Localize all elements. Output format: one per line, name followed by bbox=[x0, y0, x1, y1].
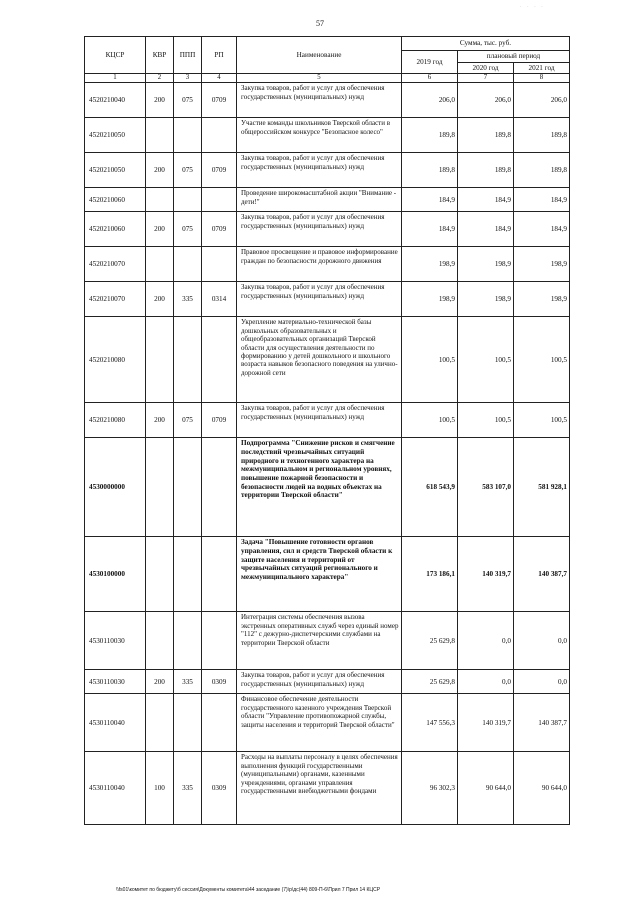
header-kcsr: КЦСР bbox=[85, 37, 146, 74]
cell-rp: 0309 bbox=[202, 670, 237, 694]
cell-name: Правовое просвещение и правовое информирование граждан по безопасности дорожного движения bbox=[237, 247, 402, 282]
cell-2019: 189,8 bbox=[402, 118, 458, 153]
cell-name: Закупка товаров, работ и услуг для обеспечения государственных (муниципальных) нужд bbox=[237, 282, 402, 317]
cell-2021: 0,0 bbox=[514, 612, 570, 670]
table-row bbox=[85, 670, 570, 694]
cell-ppp: 335 bbox=[174, 282, 202, 317]
cell-2020: 0,0 bbox=[458, 670, 514, 694]
cell-kcsr: 4520210040 bbox=[85, 83, 146, 118]
table-row bbox=[85, 153, 570, 188]
cell-2020: 0,0 bbox=[458, 612, 514, 670]
cell-name: Закупка товаров, работ и услуг для обеспечения государственных (муниципальных) нужд bbox=[237, 212, 402, 247]
cell-kvr bbox=[146, 537, 174, 612]
cell-2021: 198,9 bbox=[514, 247, 570, 282]
column-number: 8 bbox=[514, 74, 570, 83]
cell-2021: 189,8 bbox=[514, 118, 570, 153]
table-row bbox=[85, 282, 570, 317]
cell-2020: 90 644,0 bbox=[458, 752, 514, 825]
cell-name: Участие команды школьников Тверской области в общероссийском конкурсе "Безопасное колесо" bbox=[237, 118, 402, 153]
cell-kvr: 100 bbox=[146, 752, 174, 825]
cell-2019: 25 629,8 bbox=[402, 670, 458, 694]
cell-2019: 25 629,8 bbox=[402, 612, 458, 670]
cell-2019: 100,5 bbox=[402, 403, 458, 438]
column-number: 4 bbox=[202, 74, 237, 83]
cell-ppp: 075 bbox=[174, 83, 202, 118]
header-year-2019: 2019 год bbox=[402, 51, 458, 74]
column-number: 2 bbox=[146, 74, 174, 83]
cell-name: Проведение широкомасштабной акции "Внимание - дети!" bbox=[237, 188, 402, 212]
cell-name: Укрепление материально-технической базы дошкольных образовательных и общеобразовательных организаций Тверской области для осуществления деятельности по формированию у детей дошкольного и школьного возраста навыков безопасного поведения на улично-дорожной сети bbox=[237, 317, 402, 403]
cell-kvr bbox=[146, 694, 174, 752]
page-number: 57 bbox=[316, 19, 324, 28]
cell-name: Расходы на выплаты персоналу в целях обеспечения выполнения функций государственными (муниципальными) органами, казенными учреждениями, органами управления государственными внебюджетными фондами bbox=[237, 752, 402, 825]
table-row bbox=[85, 83, 570, 118]
cell-2020: 189,8 bbox=[458, 118, 514, 153]
table-row bbox=[85, 694, 570, 752]
header-ppp: ППП bbox=[174, 37, 202, 74]
cell-name: Закупка товаров, работ и услуг для обеспечения государственных (муниципальных) нужд bbox=[237, 670, 402, 694]
cell-2019: 96 302,3 bbox=[402, 752, 458, 825]
cell-kcsr: 4520210060 bbox=[85, 212, 146, 247]
cell-2021: 184,9 bbox=[514, 188, 570, 212]
cell-kvr: 200 bbox=[146, 83, 174, 118]
table-row bbox=[85, 612, 570, 670]
corner-mark: · · · · bbox=[520, 4, 545, 10]
cell-rp bbox=[202, 438, 237, 537]
cell-kcsr: 4530110040 bbox=[85, 694, 146, 752]
cell-rp bbox=[202, 317, 237, 403]
cell-kvr bbox=[146, 317, 174, 403]
table-row bbox=[85, 188, 570, 212]
cell-2020: 583 107,0 bbox=[458, 438, 514, 537]
cell-2021: 184,9 bbox=[514, 212, 570, 247]
cell-kvr: 200 bbox=[146, 153, 174, 188]
budget-table bbox=[84, 36, 570, 825]
table-row bbox=[85, 247, 570, 282]
cell-ppp bbox=[174, 317, 202, 403]
cell-2021: 198,9 bbox=[514, 282, 570, 317]
cell-ppp: 075 bbox=[174, 212, 202, 247]
cell-name: Задача "Повышение готовности органов управления, сил и средств Тверской области к защите населения и территорий от чрезвычайных ситуаций регионального и межмуниципального характера" bbox=[237, 537, 402, 612]
cell-kcsr: 4530100000 bbox=[85, 537, 146, 612]
cell-ppp bbox=[174, 247, 202, 282]
cell-kcsr: 4520210060 bbox=[85, 188, 146, 212]
cell-rp bbox=[202, 537, 237, 612]
cell-2021: 100,5 bbox=[514, 403, 570, 438]
cell-2019: 184,9 bbox=[402, 212, 458, 247]
cell-2019: 618 543,9 bbox=[402, 438, 458, 537]
cell-kcsr: 4520210070 bbox=[85, 247, 146, 282]
cell-2020: 189,8 bbox=[458, 153, 514, 188]
cell-2019: 184,9 bbox=[402, 188, 458, 212]
header-sum: Сумма, тыс. руб. bbox=[402, 37, 570, 51]
cell-ppp bbox=[174, 537, 202, 612]
cell-kvr: 200 bbox=[146, 212, 174, 247]
header-planned-period: плановый период bbox=[458, 51, 570, 63]
cell-kvr bbox=[146, 247, 174, 282]
cell-2021: 189,8 bbox=[514, 153, 570, 188]
column-number: 1 bbox=[85, 74, 146, 83]
header-name: Наименование bbox=[237, 37, 402, 74]
cell-2020: 140 319,7 bbox=[458, 694, 514, 752]
cell-kvr bbox=[146, 612, 174, 670]
cell-ppp bbox=[174, 188, 202, 212]
cell-ppp: 335 bbox=[174, 752, 202, 825]
cell-name: Закупка товаров, работ и услуг для обеспечения государственных (муниципальных) нужд bbox=[237, 403, 402, 438]
header-rp: РП bbox=[202, 37, 237, 74]
cell-kcsr: 4530000000 bbox=[85, 438, 146, 537]
cell-2019: 198,9 bbox=[402, 282, 458, 317]
cell-name: Закупка товаров, работ и услуг для обеспечения государственных (муниципальных) нужд bbox=[237, 83, 402, 118]
cell-2020: 100,5 bbox=[458, 317, 514, 403]
cell-rp: 0314 bbox=[202, 282, 237, 317]
cell-kcsr: 4520210050 bbox=[85, 153, 146, 188]
cell-2021: 140 387,7 bbox=[514, 694, 570, 752]
header-year-2020: 2020 год bbox=[458, 62, 514, 74]
cell-ppp bbox=[174, 118, 202, 153]
cell-rp: 0709 bbox=[202, 212, 237, 247]
table-row bbox=[85, 317, 570, 403]
cell-rp bbox=[202, 612, 237, 670]
cell-rp: 0709 bbox=[202, 83, 237, 118]
cell-kvr: 200 bbox=[146, 670, 174, 694]
cell-ppp: 335 bbox=[174, 670, 202, 694]
cell-2019: 100,5 bbox=[402, 317, 458, 403]
cell-rp bbox=[202, 694, 237, 752]
table-row bbox=[85, 537, 570, 612]
table-row bbox=[85, 752, 570, 825]
cell-name: Интеграция системы обеспечения вызова экстренных оперативных служб через единый номер "112" с дежурно-диспетчерскими службами на территории Тверской области bbox=[237, 612, 402, 670]
cell-rp bbox=[202, 118, 237, 153]
cell-2021: 100,5 bbox=[514, 317, 570, 403]
cell-2021: 140 387,7 bbox=[514, 537, 570, 612]
cell-2019: 206,0 bbox=[402, 83, 458, 118]
table-row bbox=[85, 118, 570, 153]
cell-kcsr: 4520210080 bbox=[85, 317, 146, 403]
cell-2020: 198,9 bbox=[458, 282, 514, 317]
column-number: 5 bbox=[237, 74, 402, 83]
cell-rp: 0709 bbox=[202, 153, 237, 188]
cell-ppp bbox=[174, 438, 202, 537]
cell-2021: 206,0 bbox=[514, 83, 570, 118]
cell-name: Закупка товаров, работ и услуг для обеспечения государственных (муниципальных) нужд bbox=[237, 153, 402, 188]
table-row bbox=[85, 438, 570, 537]
cell-2020: 184,9 bbox=[458, 212, 514, 247]
cell-2020: 206,0 bbox=[458, 83, 514, 118]
cell-kvr bbox=[146, 438, 174, 537]
cell-ppp: 075 bbox=[174, 403, 202, 438]
cell-rp bbox=[202, 247, 237, 282]
table-row bbox=[85, 403, 570, 438]
cell-2020: 140 319,7 bbox=[458, 537, 514, 612]
cell-kcsr: 4520210070 bbox=[85, 282, 146, 317]
cell-ppp bbox=[174, 612, 202, 670]
cell-2021: 581 928,1 bbox=[514, 438, 570, 537]
cell-2019: 189,8 bbox=[402, 153, 458, 188]
cell-rp bbox=[202, 188, 237, 212]
cell-name: Финансовое обеспечение деятельности государственного казенного учреждения Тверской области "Управление противопожарной службы, защиты населения и территорий Тверской области" bbox=[237, 694, 402, 752]
cell-name: Подпрограмма "Снижение рисков и смягчение последствий чрезвычайных ситуаций природного и техногенного характера на межмуниципальном и региональном уровнях, повышение пожарной безопасности и безопасности людей на водных объектах на территории Тверской области" bbox=[237, 438, 402, 537]
cell-2021: 90 644,0 bbox=[514, 752, 570, 825]
cell-kcsr: 4520210050 bbox=[85, 118, 146, 153]
table-row bbox=[85, 212, 570, 247]
cell-kcsr: 4530110040 bbox=[85, 752, 146, 825]
cell-rp: 0709 bbox=[202, 403, 237, 438]
cell-2021: 0,0 bbox=[514, 670, 570, 694]
cell-ppp: 075 bbox=[174, 153, 202, 188]
cell-kcsr: 4530110030 bbox=[85, 612, 146, 670]
cell-ppp bbox=[174, 694, 202, 752]
header-kvr: КВР bbox=[146, 37, 174, 74]
cell-2020: 184,9 bbox=[458, 188, 514, 212]
cell-kvr bbox=[146, 118, 174, 153]
column-number: 6 bbox=[402, 74, 458, 83]
cell-2019: 147 556,3 bbox=[402, 694, 458, 752]
column-number: 7 bbox=[458, 74, 514, 83]
cell-2019: 173 186,1 bbox=[402, 537, 458, 612]
cell-kvr: 200 bbox=[146, 403, 174, 438]
header-year-2021: 2021 год bbox=[514, 62, 570, 74]
cell-kvr: 200 bbox=[146, 282, 174, 317]
cell-kcsr: 4520210080 bbox=[85, 403, 146, 438]
cell-kvr bbox=[146, 188, 174, 212]
cell-2020: 198,9 bbox=[458, 247, 514, 282]
cell-2020: 100,5 bbox=[458, 403, 514, 438]
cell-kcsr: 4530110030 bbox=[85, 670, 146, 694]
footer-path: \\fs01\комитет по бюджету\б сессия\Документы комитета\44 заседание (7)\р\дс(44) 809-П-6\Прил 7 Прил 14 КЦСР bbox=[116, 887, 381, 893]
cell-2019: 198,9 bbox=[402, 247, 458, 282]
cell-rp: 0309 bbox=[202, 752, 237, 825]
table-body bbox=[85, 83, 570, 825]
column-number: 3 bbox=[174, 74, 202, 83]
